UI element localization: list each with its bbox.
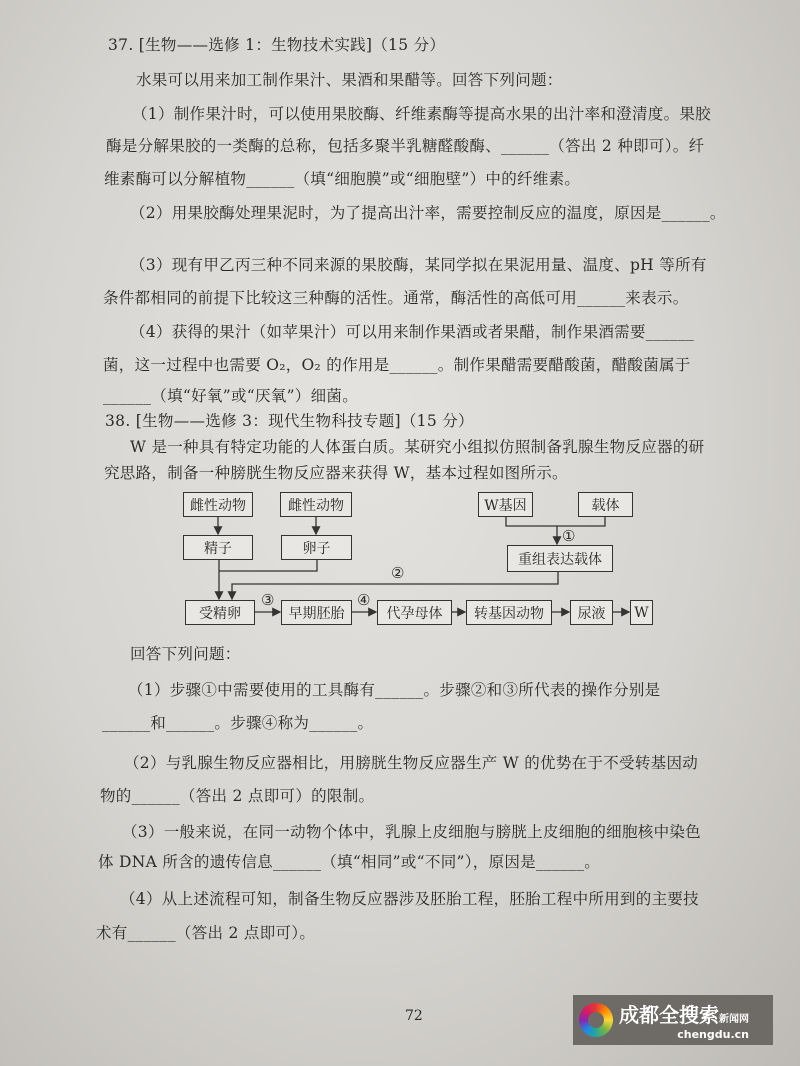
watermark-domain: chengdu.cn: [677, 1028, 749, 1041]
q37-line: 菌，这一过程中也需要 O₂，O₂ 的作用是______。制作果醋需要醋酸菌，醋酸菌属于: [103, 356, 691, 374]
box-female-animal-2: 雌性动物: [280, 492, 352, 517]
box-female-animal-1: 雌性动物: [183, 492, 253, 517]
q37-line: （3）现有甲乙丙三种不同来源的果胶酶，某同学拟在果泥用量、温度、pH 等所有: [130, 256, 707, 274]
box-w-gene: W基因: [478, 492, 533, 517]
step-4-label: ④: [357, 591, 371, 609]
q37-line: （4）获得的果汁（如苹果汁）可以用来制作果酒或者果醋，制作果酒需要______: [130, 323, 695, 341]
q38-line: 回答下列问题：: [130, 645, 241, 663]
watermark-name: 成都全搜索: [619, 1003, 719, 1027]
step-1-label: ①: [562, 527, 576, 545]
q37-line: 水果可以用来加工制作果汁、果酒和果醋等。回答下列问题：: [136, 71, 563, 89]
q37-line: 条件都相同的前提下比较这三种酶的活性。通常，酶活性的高低可用______来表示。: [103, 289, 689, 307]
q38-line: （4）从上述流程可知，制备生物反应器涉及胚胎工程，胚胎工程中所用到的主要技: [120, 890, 699, 908]
q38-line: （2）与乳腺生物反应器相比，用膀胱生物反应器生产 W 的优势在于不受转基因动: [124, 754, 699, 772]
step-2-label: ②: [391, 564, 405, 582]
page-number: 72: [405, 1008, 423, 1024]
q38-line: 物的______（答出 2 点即可）的限制。: [100, 787, 375, 805]
box-recombinant-vector: 重组表达载体: [507, 545, 613, 572]
color-wheel-icon: [579, 1003, 613, 1037]
q38-intro: 究思路，制备一种膀胱生物反应器来获得 W，基本过程如图所示。: [104, 464, 568, 482]
q38-title: 38. [生物——选修 3：现代生物科技专题]（15 分）: [105, 412, 474, 430]
q37-line: 维素酶可以分解植物______（填“细胞膜”或“细胞壁”）中的纤维素。: [104, 170, 581, 188]
watermark-suffix: 新闻网: [719, 1014, 749, 1025]
q38-line: 体 DNA 所含的遗传信息______（填“相同”或“不同”），原因是______。: [98, 853, 601, 871]
q37-line: ______（填“好氧”或“厌氧”）细菌。: [103, 387, 358, 405]
q38-line: 术有______（答出 2 点即可）。: [96, 924, 316, 942]
q37-title: 37. [生物——选修 1：生物技术实践]（15 分）: [108, 36, 446, 54]
box-vector: 载体: [578, 492, 633, 517]
box-surrogate-mother: 代孕母体: [377, 600, 452, 625]
q38-line: （1）步骤①中需要使用的工具酶有______。步骤②和③所代表的操作分别是: [128, 681, 661, 699]
box-zygote: 受精卵: [185, 600, 255, 625]
q37-line: （1）制作果汁时，可以使用果胶酶、纤维素酶等提高水果的出汁率和澄清度。果胶: [132, 105, 711, 123]
watermark-logo: [573, 995, 773, 1045]
q37-line: （2）用果胶酶处理果泥时，为了提高出汁率，需要控制反应的温度，原因是______。: [130, 204, 726, 222]
box-urine: 尿液: [570, 600, 613, 625]
step-3-label: ③: [261, 591, 275, 609]
box-egg: 卵子: [281, 535, 352, 560]
q38-line: （3）一般来说，在同一动物个体中，乳腺上皮细胞与膀胱上皮细胞的细胞核中染色: [122, 823, 701, 841]
box-early-embryo: 早期胚胎: [281, 600, 352, 625]
box-w: W: [630, 600, 653, 625]
q38-intro: W 是一种具有特定功能的人体蛋白质。某研究小组拟仿照制备乳腺生物反应器的研: [130, 438, 705, 456]
q37-line: 酶是分解果胶的一类酶的总称，包括多聚半乳糖醛酸酶、______（答出 2 种即可）。纤: [106, 137, 705, 155]
box-transgenic-animal: 转基因动物: [466, 600, 552, 625]
box-sperm: 精子: [183, 535, 253, 560]
q38-line: ______和______。步骤④称为______。: [102, 714, 374, 732]
